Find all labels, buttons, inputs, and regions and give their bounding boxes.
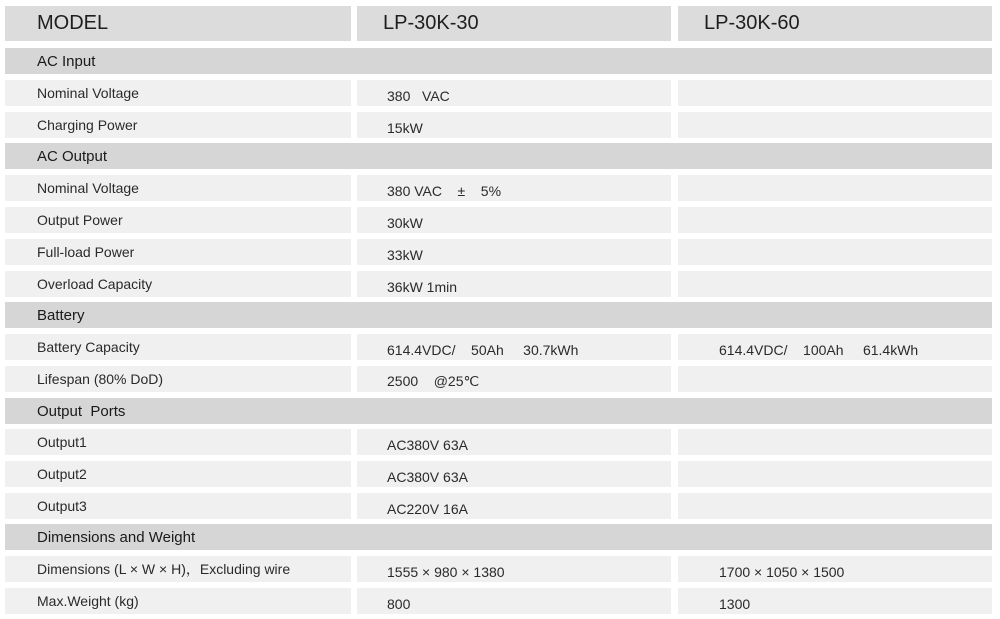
header-row [0,6,1000,41]
table-row [0,271,1000,297]
value-model-b [678,366,992,392]
section-title: Dimensions and Weight [5,524,992,550]
row-label: Charging Power [5,112,351,138]
row-label: Overload Capacity [5,271,351,297]
model-a-name: LP-30K-30 [357,6,671,41]
row-label: Output Power [5,207,351,233]
value-model-b [678,429,992,455]
row-label: Output2 [5,461,351,487]
value-model-b [678,239,992,265]
value-model-b [678,271,992,297]
table-row [0,366,1000,392]
value-model-a: 33kW [357,239,671,265]
value-model-b: 1300 [678,588,992,614]
row-label: Dimensions (L × W × H)，Excluding wire [5,556,351,582]
row-label: Nominal Voltage [5,175,351,201]
value-model-a: AC380V 63A [357,461,671,487]
value-model-a: 1555 × 980 × 1380 [357,556,671,582]
value-model-b [678,207,992,233]
row-label: Battery Capacity [5,334,351,360]
value-model-b [678,461,992,487]
row-label: Output3 [5,493,351,519]
row-label: Lifespan (80% DoD) [5,366,351,392]
model-b-name: LP-30K-60 [678,6,992,41]
value-model-b [678,175,992,201]
section-title: Output Ports [5,398,992,424]
section-ac-input [0,48,1000,74]
model-label: MODEL [5,6,351,41]
table-row [0,175,1000,201]
section-title: Battery [5,302,992,328]
value-model-b [678,80,992,106]
value-model-b [678,493,992,519]
value-model-a: 614.4VDC/ 50Ah 30.7kWh [357,334,671,360]
table-row [0,239,1000,265]
value-model-a: 36kW 1min [357,271,671,297]
table-row [0,429,1000,455]
table-row [0,207,1000,233]
value-model-b: 1700 × 1050 × 1500 [678,556,992,582]
table-row [0,556,1000,582]
value-model-a: 800 [357,588,671,614]
row-label: Nominal Voltage [5,80,351,106]
section-title: AC Input [5,48,992,74]
section-dimensions-weight [0,524,1000,550]
value-model-a: 2500 @25℃ [357,366,671,392]
row-label: Output1 [5,429,351,455]
value-model-a: AC380V 63A [357,429,671,455]
table-row [0,80,1000,106]
value-model-b [678,112,992,138]
value-model-a: 30kW [357,207,671,233]
value-model-a: 380 VAC [357,80,671,106]
value-model-b: 614.4VDC/ 100Ah 61.4kWh [678,334,992,360]
table-row [0,334,1000,360]
section-output-ports [0,398,1000,424]
value-model-a: 15kW [357,112,671,138]
row-label: Full-load Power [5,239,351,265]
table-row [0,588,1000,614]
table-row [0,461,1000,487]
section-title: AC Output [5,143,992,169]
section-battery [0,302,1000,328]
value-model-a: AC220V 16A [357,493,671,519]
table-row [0,493,1000,519]
row-label: Max.Weight (kg) [5,588,351,614]
value-model-a: 380 VAC ± 5% [357,175,671,201]
table-row [0,112,1000,138]
section-ac-output [0,143,1000,169]
